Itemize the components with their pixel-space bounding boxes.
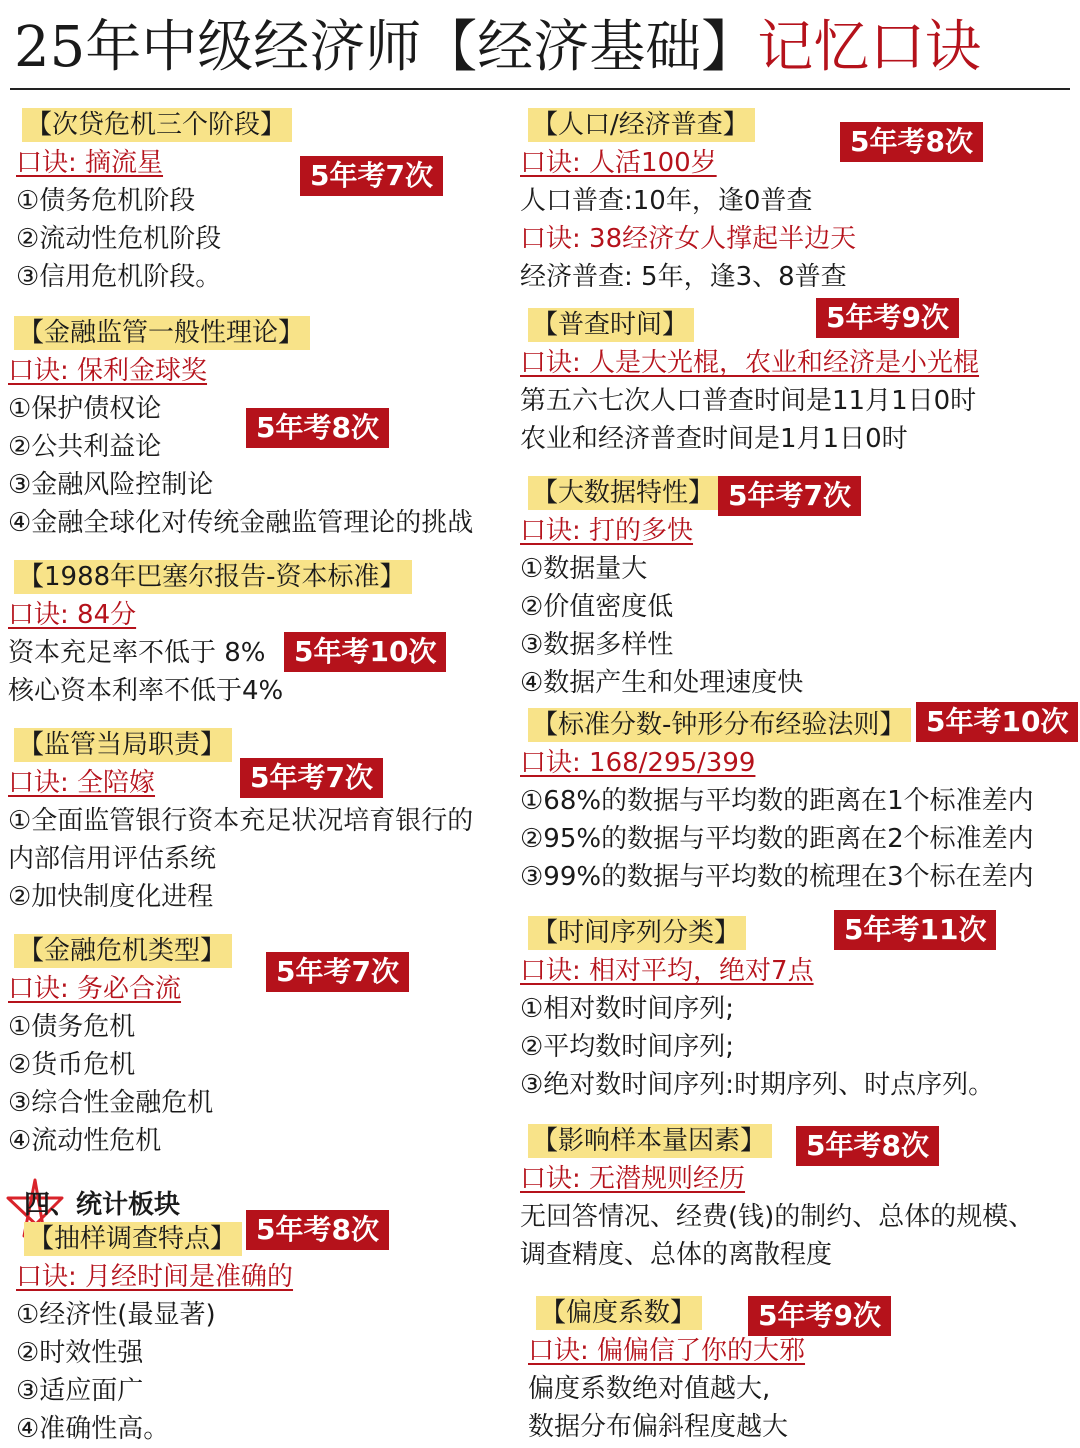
content-line: ④流动性危机 <box>8 1126 162 1156</box>
content-line: ①相对数时间序列; <box>520 994 735 1024</box>
content-line: 核心资本利率不低于4% <box>8 676 284 706</box>
section-heading: 【影响样本量因素】 <box>528 1124 772 1158</box>
content-line: ①数据量大 <box>520 554 648 584</box>
section-heading: 【金融危机类型】 <box>14 934 232 968</box>
exam-frequency-badge: 5年考7次 <box>240 758 383 798</box>
mnemonic: 口诀: 月经时间是准确的 <box>16 1262 294 1292</box>
content-line: ③金融风险控制论 <box>8 470 214 500</box>
exam-frequency-badge: 5年考10次 <box>916 702 1078 742</box>
content-line: ③数据多样性 <box>520 630 674 660</box>
content-line: ③适应面广 <box>16 1376 144 1406</box>
section-regulator-duties <box>8 728 474 916</box>
section-subtitle: 四、统计板块 <box>24 1190 181 1220</box>
content-line: 农业和经济普查时间是1月1日0时 <box>520 424 908 454</box>
content-line: ①债务危机 <box>8 1012 136 1042</box>
mnemonic: 口诀: 打的多快 <box>520 516 694 546</box>
exam-frequency-badge: 5年考8次 <box>840 122 983 162</box>
page-title <box>14 8 981 88</box>
content-line: ②价值密度低 <box>520 592 674 622</box>
content-line: 调查精度、总体的离散程度 <box>520 1240 833 1270</box>
mnemonic: 口诀: 保利金球奖 <box>8 356 208 386</box>
exam-frequency-badge: 5年考8次 <box>796 1126 939 1166</box>
section-heading: 【金融监管一般性理论】 <box>14 316 310 350</box>
exam-frequency-badge: 5年考7次 <box>718 476 861 516</box>
content-line: ②95%的数据与平均数的距离在2个标准差内 <box>520 824 1034 854</box>
content-line: ①全面监管银行资本充足状况培育银行的 <box>8 806 474 836</box>
section-heading: 【时间序列分类】 <box>528 916 746 950</box>
content-line: ④数据产生和处理速度快 <box>520 668 804 698</box>
section-heading: 【监管当局职责】 <box>14 728 232 762</box>
exam-frequency-badge: 5年考7次 <box>266 952 409 992</box>
content-line: 无回答情况、经费(钱)的制约、总体的规模、 <box>520 1202 1035 1232</box>
content-line: ②加快制度化进程 <box>8 882 214 912</box>
mnemonic: 口诀: 人活100岁 <box>520 148 717 178</box>
section-heading: 【标准分数-钟形分布经验法则】 <box>528 708 911 742</box>
section-heading: 【偏度系数】 <box>536 1296 702 1330</box>
mnemonic: 口诀: 相对平均，绝对7点 <box>520 956 814 986</box>
exam-frequency-badge: 5年考8次 <box>246 1210 389 1250</box>
content-line: ④金融全球化对传统金融监管理论的挑战 <box>8 508 474 538</box>
section-heading: 【次贷危机三个阶段】 <box>22 108 292 142</box>
content-line: ③信用危机阶段。 <box>16 262 222 292</box>
section-subprime-crisis <box>16 108 292 296</box>
exam-frequency-badge: 5年考8次 <box>246 408 389 448</box>
content-line: 第五六七次人口普查时间是11月1日0时 <box>520 386 977 416</box>
mnemonic: 口诀: 全陪嫁 <box>8 768 156 798</box>
section-census <box>520 108 857 296</box>
content-line: 数据分布偏斜程度越大 <box>528 1412 789 1442</box>
mnemonic: 口诀: 务必合流 <box>8 974 182 1004</box>
content-line: ③99%的数据与平均数的梳理在3个标在差内 <box>520 862 1034 892</box>
title-divider <box>10 88 1070 90</box>
content-line: ②平均数时间序列; <box>520 1032 735 1062</box>
content-line: 经济普查: 5年，逢3、8普查 <box>520 262 847 292</box>
mnemonic: 口诀: 摘流星 <box>16 148 164 178</box>
mnemonic: 口诀: 无潜规则经历 <box>520 1164 746 1194</box>
content-line: ②公共利益论 <box>8 432 162 462</box>
content-line: 内部信用评估系统 <box>8 844 217 874</box>
section-heading: 【大数据特性】 <box>528 476 720 510</box>
section-heading: 【1988年巴塞尔报告-资本标准】 <box>14 560 412 594</box>
title-main: 25年中级经济师【经济基础】 <box>14 15 758 80</box>
content-line: ①债务危机阶段 <box>16 186 196 216</box>
mnemonic: 口诀: 偏偏信了你的大邪 <box>528 1336 806 1366</box>
content-line: 人口普查:10年，逢0普查 <box>520 186 813 216</box>
content-line: 资本充足率不低于 8% <box>8 638 266 668</box>
exam-frequency-badge: 5年考10次 <box>284 632 446 672</box>
section-heading: 【抽样调查特点】 <box>24 1222 242 1256</box>
content-line: ③综合性金融危机 <box>8 1088 214 1118</box>
content-line: ①保护债权论 <box>8 394 162 424</box>
section-financial-crisis-types <box>8 934 232 1160</box>
content-line: ①68%的数据与平均数的距离在1个标准差内 <box>520 786 1034 816</box>
section-heading: 【人口/经济普查】 <box>528 108 755 142</box>
content-line: ①经济性(最显著) <box>16 1300 216 1330</box>
title-accent: 记忆口诀 <box>757 15 982 80</box>
content-line: ③绝对数时间序列:时期序列、时点序列。 <box>520 1070 995 1100</box>
exam-frequency-badge: 5年考11次 <box>834 910 996 950</box>
section-sample-size-factors <box>520 1124 1035 1274</box>
exam-frequency-badge: 5年考9次 <box>748 1296 891 1336</box>
mnemonic: 口诀: 人是大光棍，农业和经济是小光棍 <box>520 348 980 378</box>
mnemonic: 口诀: 38经济女人撑起半边天 <box>520 224 857 254</box>
content-line: ②货币危机 <box>8 1050 136 1080</box>
exam-frequency-badge: 5年考9次 <box>816 298 959 338</box>
mnemonic: 口诀: 84分 <box>8 600 137 630</box>
exam-frequency-badge: 5年考7次 <box>300 156 443 196</box>
content-line: ④准确性高。 <box>16 1414 170 1444</box>
mnemonic: 口诀: 168/295/399 <box>520 748 756 778</box>
content-line: ②时效性强 <box>16 1338 144 1368</box>
content-line: 偏度系数绝对值越大, <box>528 1374 771 1404</box>
content-line: ②流动性危机阶段 <box>16 224 222 254</box>
section-financial-regulation-theory <box>8 316 474 542</box>
section-heading: 【普查时间】 <box>528 308 694 342</box>
